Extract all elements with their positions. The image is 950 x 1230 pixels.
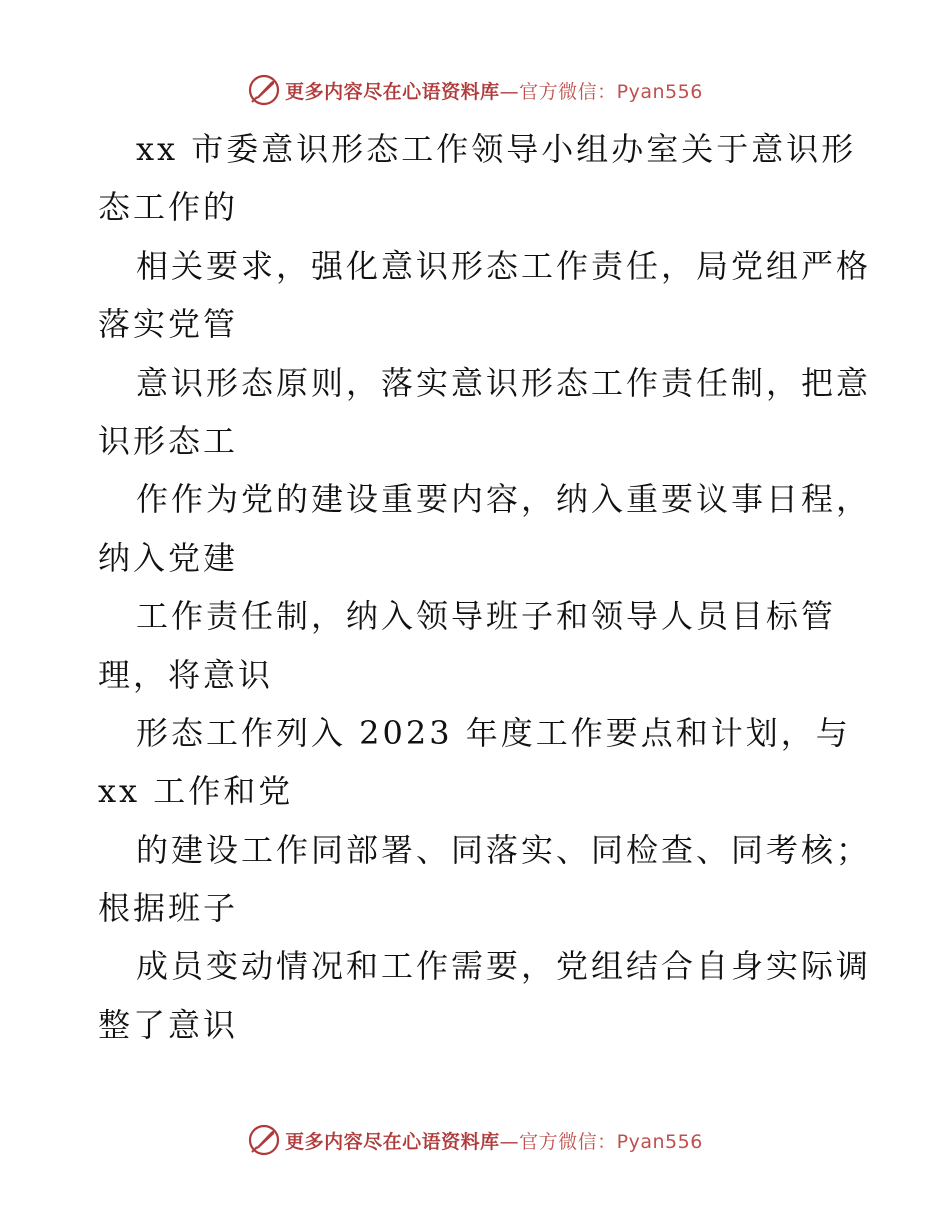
banner-site-text: 更多内容尽在心语资料库: [285, 1130, 500, 1153]
body-line: 的建设工作同部署、同落实、同检查、同考核；: [136, 830, 872, 869]
document-body: [98, 120, 872, 1054]
body-line: 根据班子: [98, 889, 239, 928]
body-line: xx 市委意识形态工作领导小组办室关于意识形: [136, 130, 857, 168]
banner-wechat-text: 官方微信：Pyan556: [519, 1130, 703, 1153]
body-line: 形态工作列入 2023 年度工作要点和计划，与: [136, 713, 851, 752]
body-line: 理，将意识: [98, 655, 274, 694]
banner-wechat-text: 官方微信：Pyan556: [519, 80, 703, 103]
header-banner-text: [285, 77, 703, 104]
banner-dash: —: [499, 1130, 520, 1153]
header-banner: [0, 70, 950, 110]
footer-banner-text: [285, 1127, 703, 1154]
footer-banner: [0, 1120, 950, 1160]
body-line: 相关要求，强化意识形态工作责任，局党组严格: [136, 246, 872, 285]
quill-logo-icon: [247, 1123, 281, 1157]
body-line: 意识形态原则，落实意识形态工作责任制，把意: [136, 363, 872, 402]
quill-logo-icon: [247, 73, 281, 107]
body-line: xx 工作和党: [98, 772, 294, 811]
body-line: 工作责任制，纳入领导班子和领导人员目标管: [136, 597, 837, 636]
body-line: 作作为党的建设重要内容，纳入重要议事日程，: [136, 480, 872, 519]
banner-dash: —: [499, 80, 520, 103]
body-line: 成员变动情况和工作需要，党组结合自身实际调: [136, 947, 872, 986]
body-line: 落实党管: [98, 305, 239, 344]
body-line: 识形态工: [98, 421, 239, 460]
body-line: 态工作的: [98, 188, 239, 227]
body-line: 整了意识: [98, 1005, 239, 1044]
banner-site-text: 更多内容尽在心语资料库: [285, 80, 500, 103]
body-line: 纳入党建: [98, 538, 239, 577]
